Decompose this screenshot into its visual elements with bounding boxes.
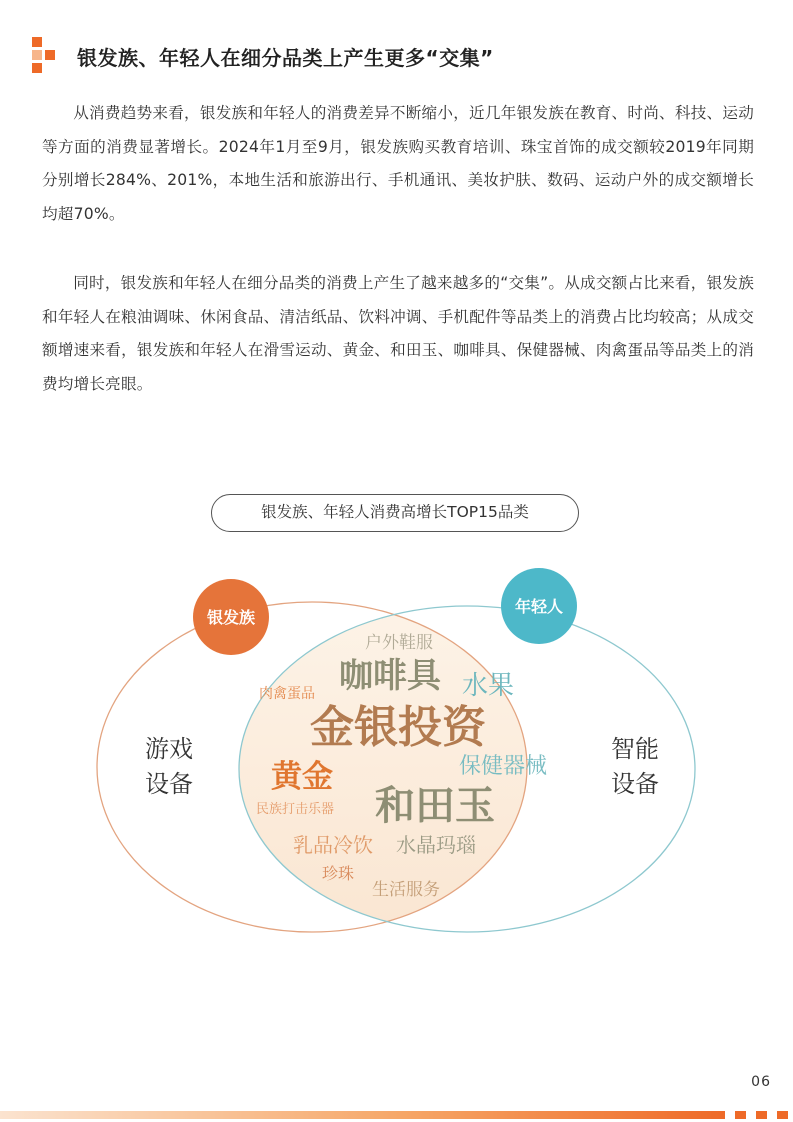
word-fruit: 水果 [461, 671, 515, 701]
left-only-line-1: 游戏 [145, 735, 193, 763]
footer-square [777, 1111, 788, 1119]
footer-square [756, 1111, 767, 1119]
venn-diagram [0, 560, 793, 950]
left-group-label: 银发族 [206, 608, 256, 627]
word-life-services: 生活服务 [372, 880, 440, 900]
word-health-equipment: 保健器械 [458, 754, 548, 779]
section-heading: 银发族、年轻人在细分品类上产生更多“交集” [77, 46, 494, 70]
word-coffee-ware: 咖啡具 [339, 656, 441, 696]
word-crystal-agate: 水晶玛瑙 [396, 833, 476, 857]
word-pearl: 珍珠 [321, 864, 355, 883]
word-meat-eggs: 肉禽蛋品 [259, 686, 315, 702]
right-group-label: 年轻人 [514, 597, 564, 616]
word-gold: 黄金 [271, 759, 333, 795]
left-only-line-2: 设备 [145, 770, 193, 798]
right-only-line-2: 设备 [611, 770, 659, 798]
word-ethnic-percussion: 民族打击乐器 [255, 802, 335, 817]
brand-logo-icon [32, 37, 62, 77]
word-precious-metal-investment: 金银投资 [310, 702, 486, 753]
footer-gradient-bar [0, 1111, 725, 1119]
paragraph-intersection: 同时，银发族和年轻人在细分品类的消费上产生了越来越多的“交集”。从成交额占比来看，银发族和年轻人在粮油调味、休闲食品、清洁纸品、饮料冲调、手机配件等品类上的消费占比均较高；从成交额增速来看，银发族和年轻人在滑雪运动、黄金、和田玉、咖啡具、保健器械、肉禽蛋品等品类上的消费均增长亮眼。 [42, 274, 754, 393]
page-number: 06 [751, 1074, 771, 1090]
word-dairy-cold-drinks: 乳品冷饮 [293, 833, 373, 857]
right-only-line-1: 智能 [611, 735, 659, 763]
chart-title: 银发族、年轻人消费高增长TOP15品类 [211, 494, 579, 532]
word-outdoor-apparel: 户外鞋服 [365, 633, 433, 653]
footer-square [735, 1111, 746, 1119]
paragraph-trend: 从消费趋势来看，银发族和年轻人的消费差异不断缩小，近几年银发族在教育、时尚、科技、运动等方面的消费显著增长。2024年1月至9月，银发族购买教育培训、珠宝首饰的成交额较2019年同期分别增长284%、201%，本地生活和旅游出行、手机通讯、美妆护肤、数码、运动户外的成交额增长均超70%。 [42, 104, 754, 223]
word-hetian-jade: 和田玉 [375, 783, 495, 829]
